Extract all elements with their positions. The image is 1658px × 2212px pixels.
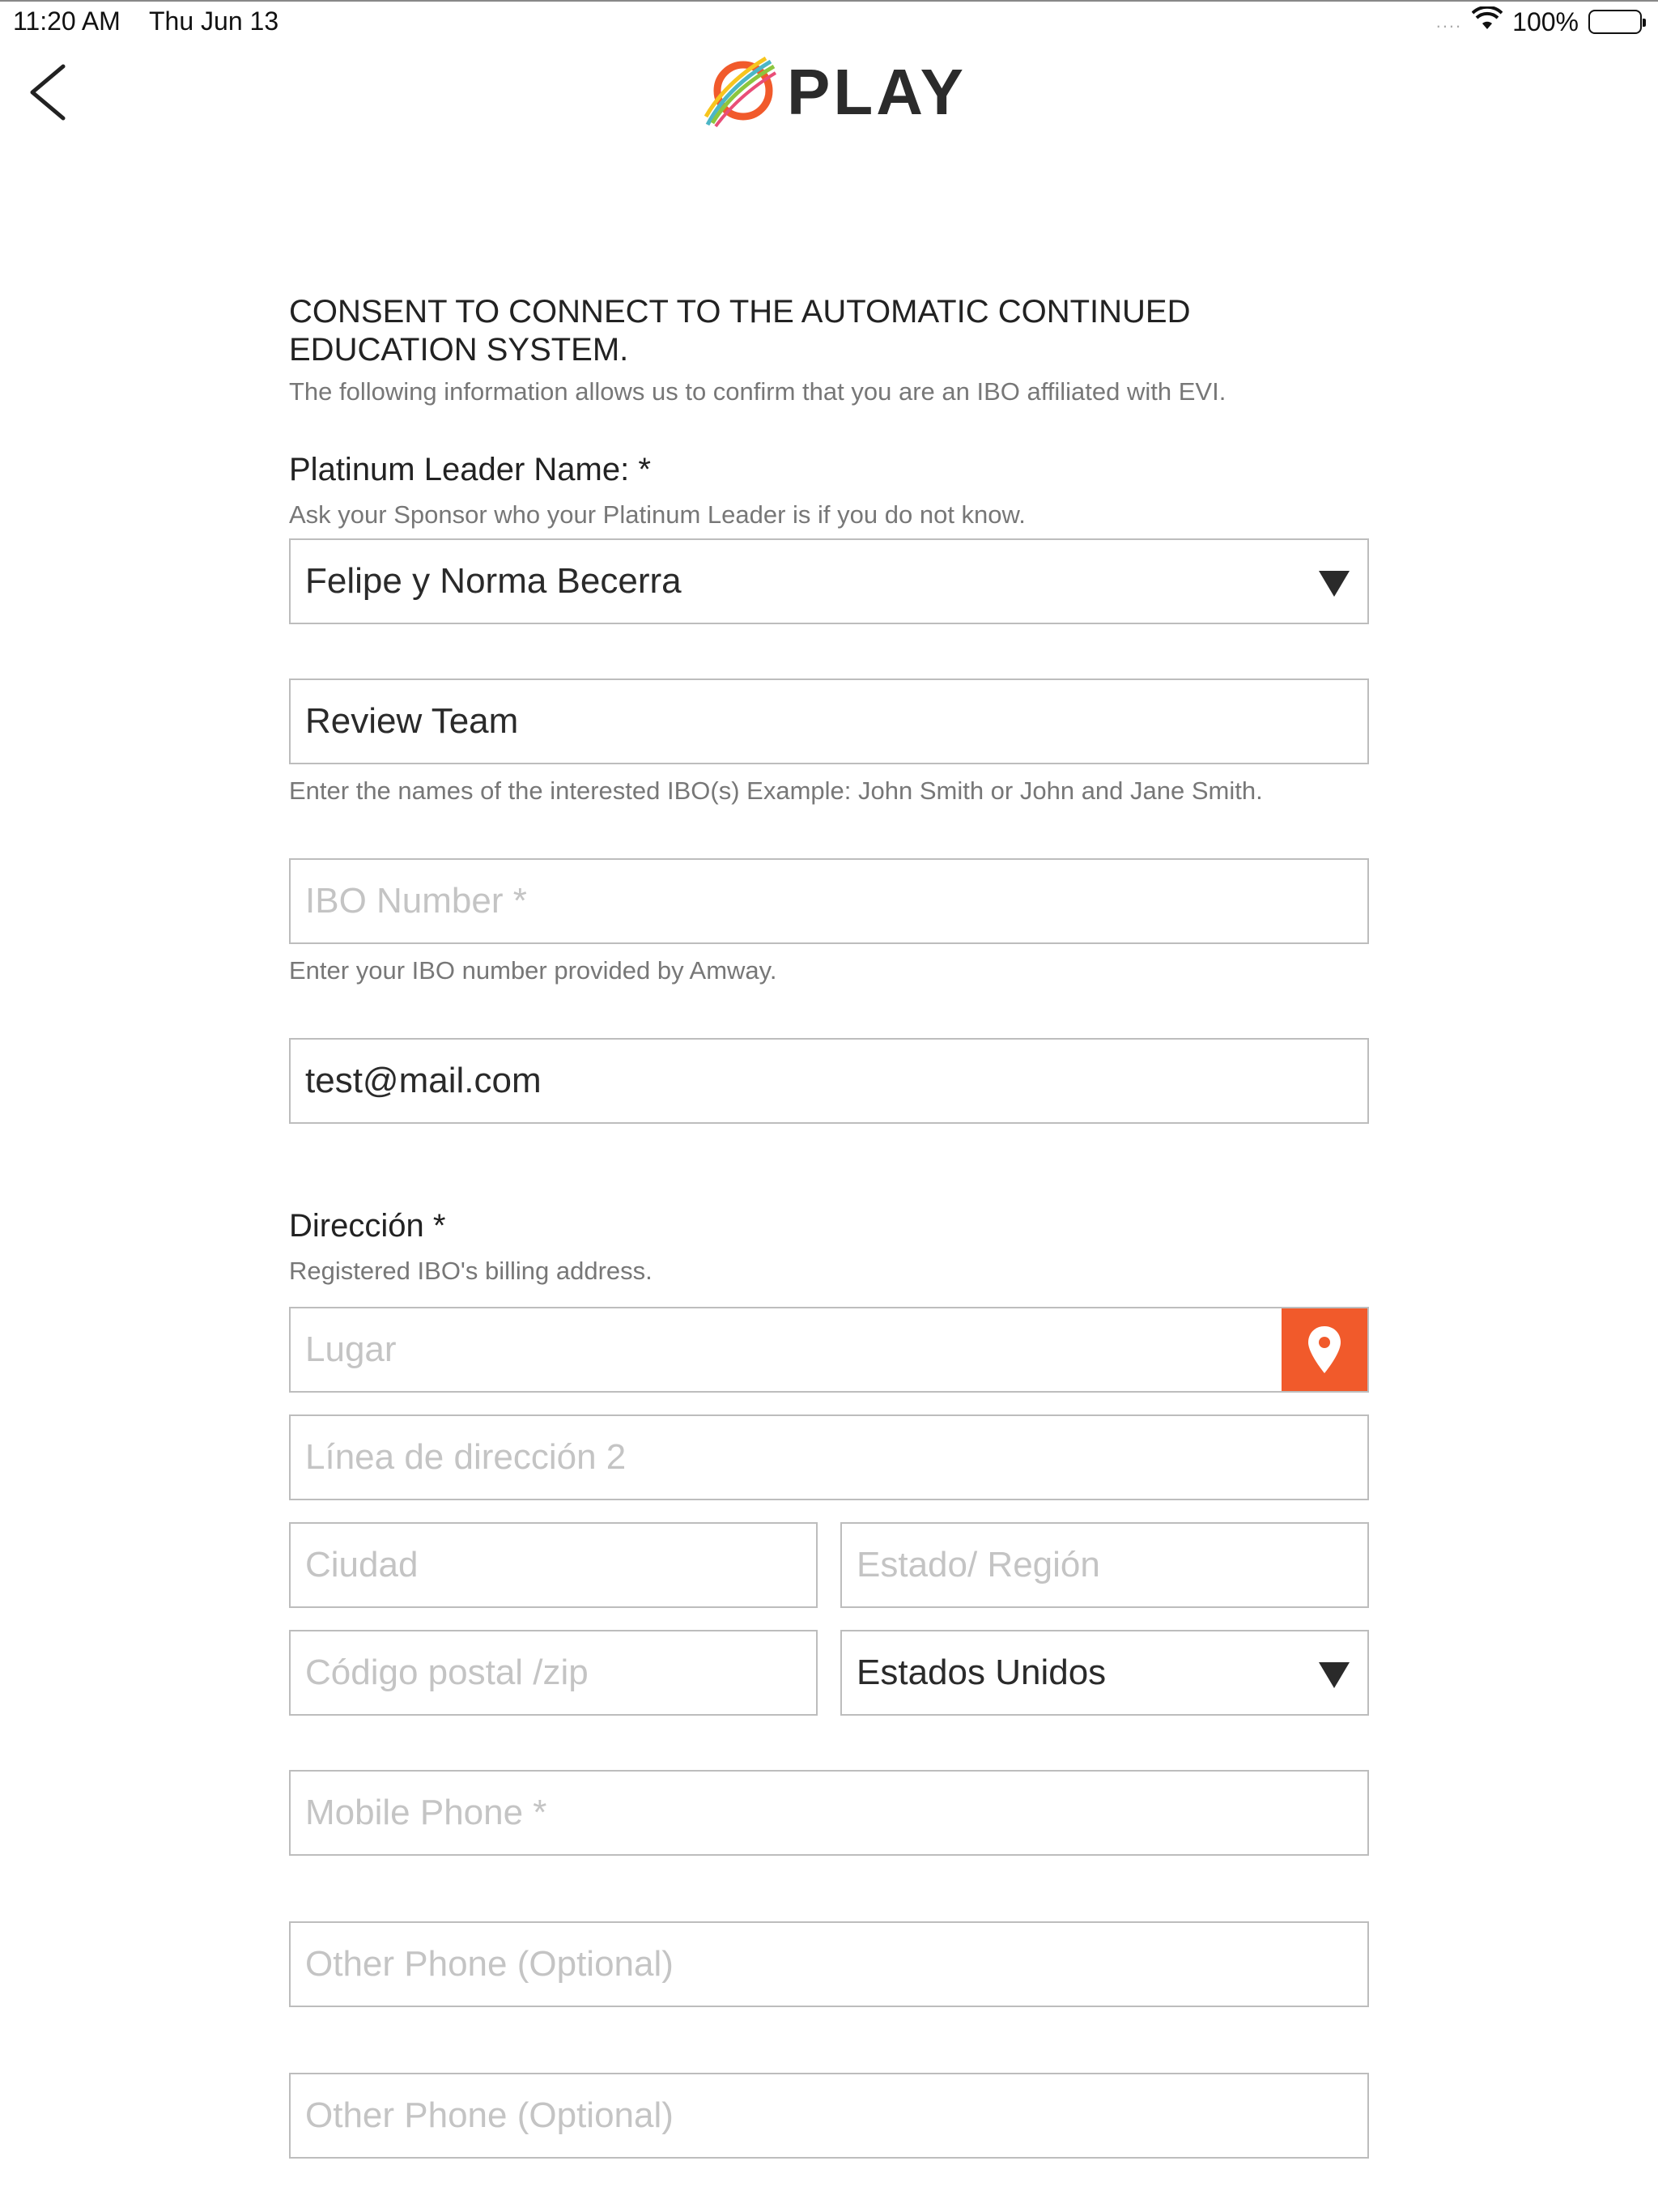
location-button[interactable] [1282, 1308, 1367, 1391]
status-indicators [1436, 6, 1642, 37]
ibo-names-value: Review Team [305, 701, 519, 741]
signal-icon: .... [1435, 11, 1463, 32]
caret-down-icon [1319, 1662, 1350, 1688]
ibo-number-placeholder: IBO Number * [305, 881, 527, 921]
address-line2-input[interactable] [289, 1414, 1369, 1500]
app-logo [703, 50, 967, 134]
email-input[interactable] [289, 1038, 1369, 1124]
address-hint: Registered IBO's billing address. [289, 1257, 653, 1285]
status-date: Thu Jun 13 [149, 6, 279, 36]
caret-down-icon [1319, 571, 1350, 597]
state-input[interactable] [840, 1522, 1369, 1608]
ibo-number-input[interactable] [289, 858, 1369, 944]
mobile-phone-placeholder: Mobile Phone * [305, 1793, 547, 1832]
platinum-leader-select[interactable] [289, 538, 1369, 624]
map-pin-icon [1307, 1325, 1342, 1375]
status-bar [0, 0, 1658, 42]
ibo-names-input[interactable] [289, 678, 1369, 764]
back-button[interactable] [23, 62, 71, 123]
battery-percent: 100% [1512, 6, 1579, 36]
ibo-number-hint: Enter your IBO number provided by Amway. [289, 956, 777, 985]
city-input[interactable] [289, 1522, 818, 1608]
status-time: 11:20 AM [13, 6, 121, 36]
other-phone-input-1[interactable] [289, 1921, 1369, 2007]
ibo-names-hint: Enter the names of the interested IBO(s) Example: John Smith or John and Jane Smith. [289, 776, 1263, 805]
chevron-left-icon [23, 62, 71, 123]
other-phone-placeholder-2: Other Phone (Optional) [305, 2095, 674, 2135]
state-placeholder: Estado/ Región [857, 1545, 1100, 1585]
place-input[interactable] [289, 1307, 1369, 1393]
email-value: test@mail.com [305, 1061, 542, 1100]
other-phone-input-2[interactable] [289, 2073, 1369, 2159]
battery-icon [1588, 10, 1642, 34]
platinum-leader-hint: Ask your Sponsor who your Platinum Leader is if you do not know. [289, 500, 1026, 529]
address-label: Dirección * [289, 1208, 446, 1244]
zip-placeholder: Código postal /zip [305, 1653, 589, 1692]
platinum-leader-selected: Felipe y Norma Becerra [305, 561, 682, 601]
play-logo-mark-icon [703, 55, 777, 130]
form-subtitle: The following information allows us to confirm that you are an IBO affiliated with EVI. [289, 377, 1226, 406]
zip-input[interactable] [289, 1630, 818, 1716]
city-placeholder: Ciudad [305, 1545, 419, 1585]
country-select[interactable] [840, 1630, 1369, 1716]
place-placeholder: Lugar [305, 1329, 397, 1369]
country-selected: Estados Unidos [857, 1653, 1107, 1692]
form-title: CONSENT TO CONNECT TO THE AUTOMATIC CONTINUED EDUCATION SYSTEM. [289, 294, 1191, 368]
other-phone-placeholder-1: Other Phone (Optional) [305, 1944, 674, 1984]
platinum-leader-label: Platinum Leader Name: * [289, 452, 651, 487]
mobile-phone-input[interactable] [289, 1770, 1369, 1856]
logo-text: PLAY [787, 56, 967, 128]
wifi-icon [1472, 6, 1503, 37]
address-line2-placeholder: Línea de dirección 2 [305, 1437, 627, 1477]
